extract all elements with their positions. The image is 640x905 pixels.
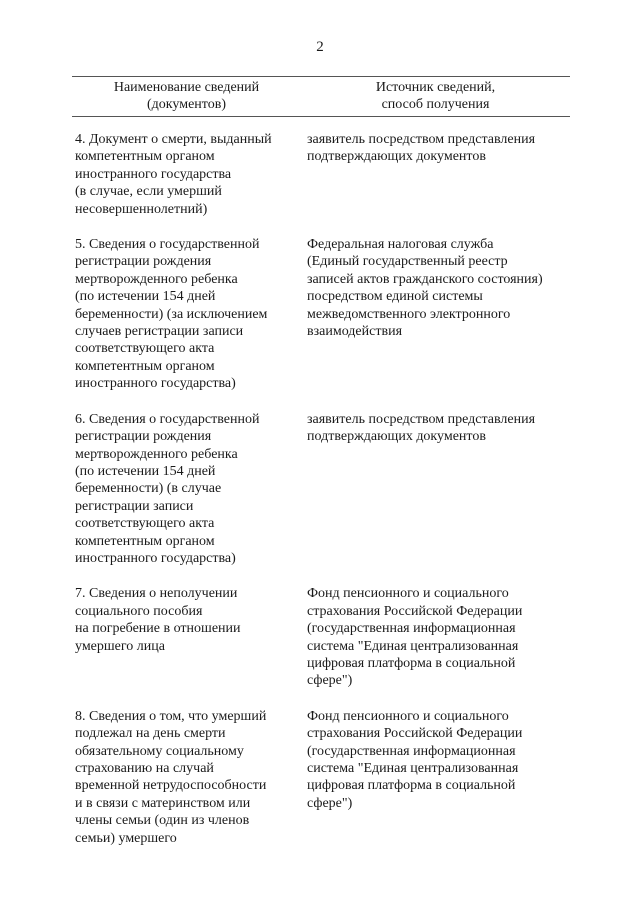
row-source: заявитель посредством представления подтверждающих документов: [307, 132, 536, 165]
row-document-name: 8. Сведения о том, что умерший подлежал на день смерти обязательному социальному страхованию на случай временной нетрудоспособности и в связи с материнством или члены семьи (один из членов семьи) умершего: [75, 708, 267, 846]
info-sources-table: [72, 76, 570, 865]
row-document-name: 5. Сведения о государственной регистрации рождения мертворожденного ребенка (по истечении 154 дней беременности) (за исключением случаев регистрации записи соответствующего акта компетентным органом иностранного государства): [75, 237, 268, 392]
table-row: [72, 411, 570, 568]
row-source: Фонд пенсионного и социального страхования Российской Федерации (государственная информационная система "Единая централизованная цифровая платформа в социальной сфере"): [307, 708, 523, 811]
row-source: Федеральная налоговая служба (Единый государственный реестр записей актов гражданского состояния) посредством единой системы межведомственного электронного взаимодействия: [307, 237, 543, 340]
table-header: [72, 76, 570, 117]
header-document-name: Наименование сведений (документов): [113, 80, 260, 112]
row-document-name: 7. Сведения о неполучении социального пособия на погребение в отношении умершего лица: [75, 586, 241, 654]
table-row: [72, 131, 570, 218]
table-row: [72, 585, 570, 689]
row-document-name: 4. Документ о смерти, выданный компетентным органом иностранного государства (в случае, если умерший несовершеннолетний): [75, 132, 272, 217]
header-source: Источник сведений, способ получения: [375, 80, 496, 112]
table-body: [72, 117, 570, 847]
row-document-name: 6. Сведения о государственной регистрации рождения мертворожденного ребенка (по истечении 154 дней беременности) (в случае регистрации записи соответствующего акта компетентным органом иностранного государства): [75, 411, 260, 566]
row-source: Фонд пенсионного и социального страхования Российской Федерации (государственная информационная система "Единая централизованная цифровая платформа в социальной сфере"): [307, 586, 523, 689]
table-row: [72, 708, 570, 847]
page-number: 2: [316, 39, 324, 55]
table-row: [72, 236, 570, 393]
row-source: заявитель посредством представления подтверждающих документов: [307, 411, 536, 445]
